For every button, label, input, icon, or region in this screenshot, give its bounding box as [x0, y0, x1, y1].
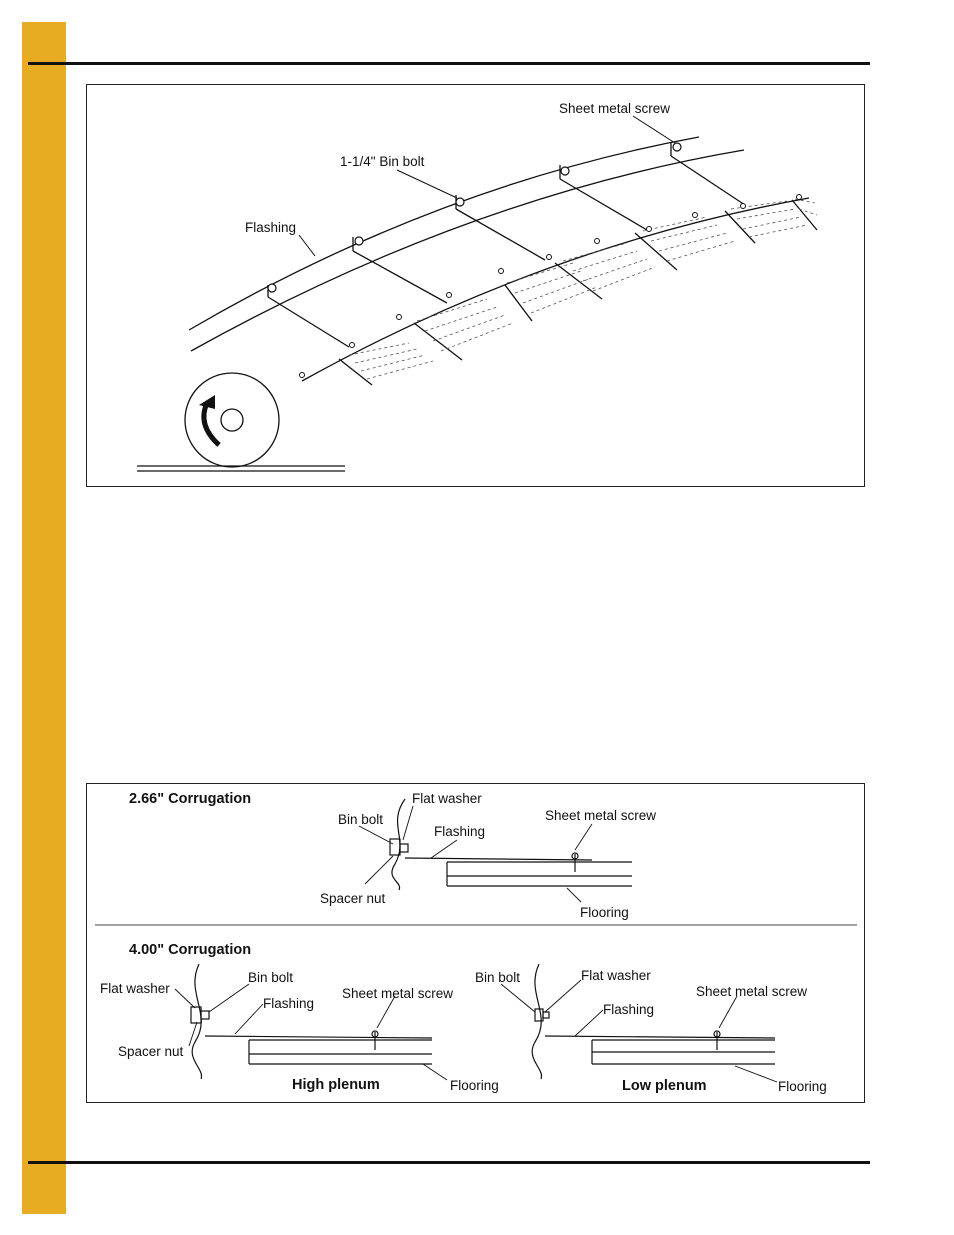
label-flat-washer-low: Flat washer	[581, 968, 651, 983]
heading-400-corrugation: 4.00" Corrugation	[129, 942, 252, 958]
label-bin-bolt-266: Bin bolt	[338, 812, 384, 827]
label-flooring-266: Flooring	[580, 905, 629, 920]
label-sheet-metal-screw: Sheet metal screw	[559, 101, 671, 116]
flashing-installation-figure	[86, 84, 865, 487]
label-bin-bolt-high: Bin bolt	[248, 970, 294, 985]
header-rule	[28, 62, 870, 65]
label-flashing-low: Flashing	[603, 1002, 655, 1017]
bin-bolts	[268, 143, 681, 292]
rotation-arrow-icon	[199, 395, 219, 445]
label-bin-bolt-low: Bin bolt	[475, 970, 521, 985]
label-sheet-metal-screw-266: Sheet metal screw	[545, 808, 657, 823]
label-flashing: Flashing	[245, 220, 297, 235]
label-spacer-nut-266: Spacer nut	[320, 891, 386, 906]
label-flat-washer-266: Flat washer	[412, 791, 482, 806]
heading-266-corrugation: 2.66" Corrugation	[129, 791, 252, 807]
label-flashing-266: Flashing	[434, 824, 486, 839]
label-sheet-metal-screw-low: Sheet metal screw	[696, 984, 808, 999]
label-flashing-high: Flashing	[263, 996, 315, 1011]
caption-low-plenum: Low plenum	[622, 1078, 707, 1094]
label-bin-bolt: 1-1/4" Bin bolt	[340, 154, 425, 169]
floor-hatching	[349, 199, 817, 379]
footer-rule	[28, 1161, 870, 1164]
flashing-roll	[185, 373, 279, 467]
label-flat-washer-high: Flat washer	[100, 981, 170, 996]
floor-edge-arc	[302, 198, 809, 381]
corrugation-detail-figure	[86, 783, 865, 1103]
label-spacer-nut-high: Spacer nut	[118, 1044, 184, 1059]
section-tab	[22, 22, 66, 1214]
label-sheet-metal-screw-high: Sheet metal screw	[342, 986, 454, 1001]
label-flooring-high: Flooring	[450, 1078, 499, 1093]
label-flooring-low: Flooring	[778, 1079, 827, 1094]
bin-wall-high	[192, 964, 201, 1079]
caption-high-plenum: High plenum	[292, 1077, 380, 1093]
